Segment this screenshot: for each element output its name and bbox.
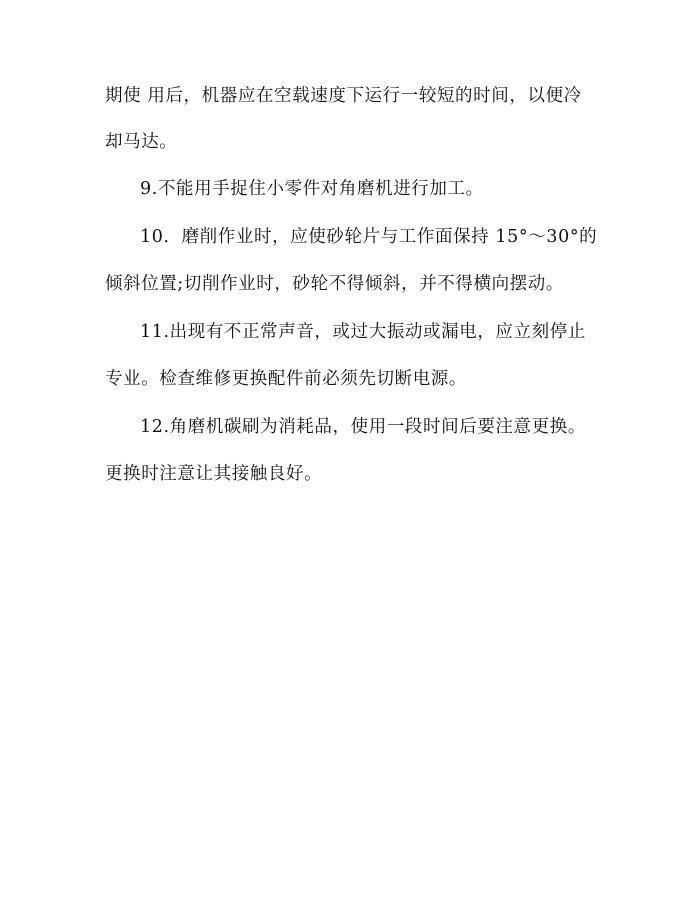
item-10-line-2: 倾斜位置;切削作业时，砂轮不得倾斜，并不得横向摆动。	[105, 274, 564, 294]
text-line-1: 期使 用后，机器应在空载速度下运行一较短的时间，以便冷	[105, 86, 582, 106]
item-11-line-1: 11.出现有不正常声音，或过大振动或漏电，应立刻停止	[140, 322, 586, 342]
item-12-line-2: 更换时注意让其接触良好。	[105, 464, 323, 484]
item-11-line-2: 专业。检查维修更换配件前必须先切断电源。	[105, 369, 467, 389]
item-12-line-1: 12.角磨机碳刷为消耗品，使用一段时间后要注意更换。	[140, 417, 586, 437]
item-10-line-1: 10．磨削作业时，应使砂轮片与工作面保持 15°～30°的	[140, 227, 598, 247]
text-line-2: 却马达。	[105, 132, 178, 152]
item-9-line-1: 9.不能用手捉住小零件对角磨机进行加工。	[140, 179, 484, 199]
